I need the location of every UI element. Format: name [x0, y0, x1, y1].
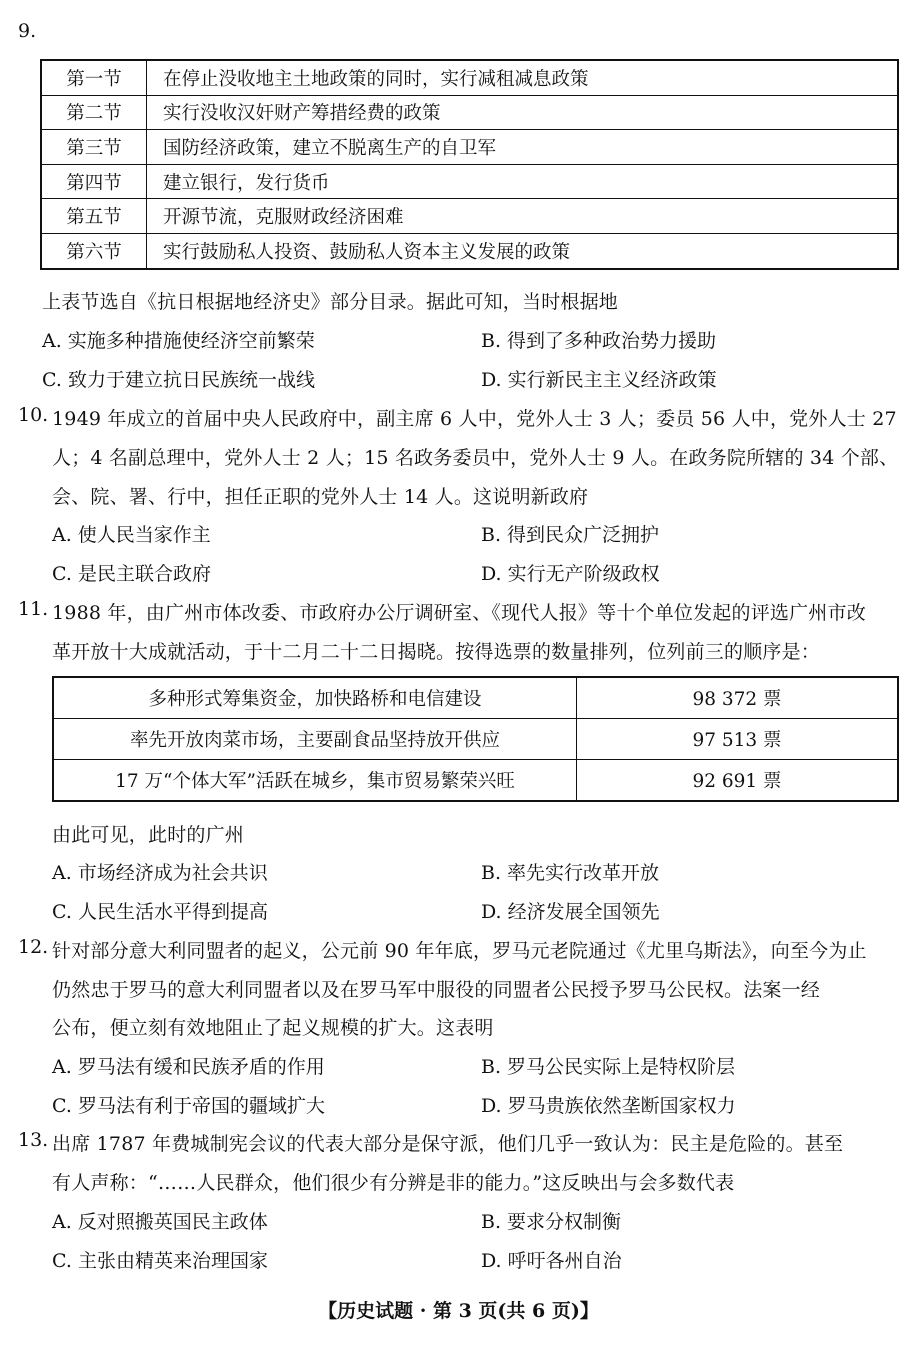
table-row	[41, 233, 898, 268]
table-row	[53, 719, 898, 760]
question-12-line-3: 公布，便立刻有效地阻止了起义规模的扩大。这表明	[52, 1017, 494, 1039]
table-row	[41, 95, 898, 130]
question-11-line-1: 1988 年，由广州市体改委、市政府办公厅调研室、《现代人报》等十个单位发起的评选广州市改	[52, 602, 866, 624]
question-9-stem: 上表节选自《抗日根据地经济史》部分目录。据此可知，当时根据地	[42, 291, 619, 313]
question-11-option-d[interactable]: D. 经济发展全国领先	[481, 901, 660, 923]
table-row	[41, 199, 898, 234]
content-cell: 建立银行，发行货币	[147, 164, 899, 199]
section-cell: 第二节	[41, 95, 147, 130]
table-row	[41, 164, 898, 199]
question-10-option-a[interactable]: A. 使人民当家作主	[52, 524, 211, 546]
question-9-option-d[interactable]: D. 实行新民主主义经济政策	[481, 369, 717, 391]
question-12-option-b[interactable]: B. 罗马公民实际上是特权阶层	[481, 1056, 736, 1078]
table-q11-votes	[52, 676, 899, 802]
question-9-option-c[interactable]: C. 致力于建立抗日民族统一战线	[42, 369, 315, 391]
content-cell: 开源节流，克服财政经济困难	[147, 199, 899, 234]
votes-cell: 97 513 票	[577, 719, 899, 760]
question-11-option-a[interactable]: A. 市场经济成为社会共识	[52, 862, 268, 884]
content-cell: 实行鼓励私人投资、鼓励私人资本主义发展的政策	[147, 233, 899, 268]
question-10-option-b[interactable]: B. 得到民众广泛拥护	[481, 524, 660, 546]
question-12-line-1: 针对部分意大利同盟者的起义，公元前 90 年年底，罗马元老院通过《尤里乌斯法》，向至今为止	[52, 940, 867, 962]
question-10-line-2: 人；4 名副总理中，党外人士 2 人；15 名政务委员中，党外人士 9 人。在政务院所辖的 34 个部、	[52, 447, 899, 469]
section-cell: 第一节	[41, 60, 147, 95]
question-13-line-1: 出席 1787 年费城制宪会议的代表大部分是保守派，他们几乎一致认为：民主是危险的。甚至	[52, 1133, 844, 1155]
question-12-option-d[interactable]: D. 罗马贵族依然垄断国家权力	[481, 1095, 736, 1117]
question-11-number: 11.	[18, 598, 49, 620]
question-12-number: 12.	[18, 936, 49, 958]
question-11-stem: 由此可见，此时的广州	[52, 824, 245, 846]
question-13-option-b[interactable]: B. 要求分权制衡	[481, 1211, 622, 1233]
question-9-option-a[interactable]: A. 实施多种措施使经济空前繁荣	[42, 330, 315, 352]
section-cell: 第四节	[41, 164, 147, 199]
table-row	[53, 760, 898, 802]
achievement-cell: 多种形式筹集资金，加快路桥和电信建设	[53, 677, 577, 719]
question-9-number: 9.	[18, 20, 37, 42]
question-13-number: 13.	[18, 1129, 49, 1151]
table-q9-contents	[40, 59, 899, 270]
question-11-line-2: 革开放十大成就活动，于十二月二十二日揭晓。按得选票的数量排列，位列前三的顺序是：	[52, 641, 821, 663]
question-10-line-1: 1949 年成立的首届中央人民政府中，副主席 6 人中，党外人士 3 人；委员 56 人中，党外人士 27	[52, 408, 897, 430]
votes-cell: 98 372 票	[577, 677, 899, 719]
section-cell: 第三节	[41, 130, 147, 165]
question-9-option-b[interactable]: B. 得到了多种政治势力援助	[481, 330, 717, 352]
section-cell: 第六节	[41, 233, 147, 268]
section-cell: 第五节	[41, 199, 147, 234]
question-13-option-d[interactable]: D. 呼吁各州自治	[481, 1250, 622, 1272]
votes-cell: 92 691 票	[577, 760, 899, 802]
question-10-line-3: 会、院、署、行中，担任正职的党外人士 14 人。这说明新政府	[52, 486, 589, 508]
question-13-line-2: 有人声称：“……人民群众，他们很少有分辨是非的能力。”这反映出与会多数代表	[52, 1172, 735, 1194]
question-12-option-c[interactable]: C. 罗马法有利于帝国的疆域扩大	[52, 1095, 325, 1117]
question-13-option-c[interactable]: C. 主张由精英来治理国家	[52, 1250, 268, 1272]
question-11-option-b[interactable]: B. 率先实行改革开放	[481, 862, 660, 884]
achievement-cell: 率先开放肉菜市场，主要副食品坚持放开供应	[53, 719, 577, 760]
content-cell: 国防经济政策，建立不脱离生产的自卫军	[147, 130, 899, 165]
content-cell: 实行没收汉奸财产筹措经费的政策	[147, 95, 899, 130]
question-12-line-2: 仍然忠于罗马的意大利同盟者以及在罗马军中服役的同盟者公民授予罗马公民权。法案一经	[52, 979, 821, 1001]
content-cell: 在停止没收地主土地政策的同时，实行减租减息政策	[147, 60, 899, 95]
question-11-option-c[interactable]: C. 人民生活水平得到提高	[52, 901, 268, 923]
question-13-option-a[interactable]: A. 反对照搬英国民主政体	[52, 1211, 268, 1233]
table-row	[41, 130, 898, 165]
question-10-option-c[interactable]: C. 是民主联合政府	[52, 563, 211, 585]
table-row	[41, 60, 898, 95]
table-row	[53, 677, 898, 719]
question-10-option-d[interactable]: D. 实行无产阶级政权	[481, 563, 660, 585]
achievement-cell: 17 万“个体大军”活跃在城乡，集市贸易繁荣兴旺	[53, 760, 577, 802]
question-12-option-a[interactable]: A. 罗马法有缓和民族矛盾的作用	[52, 1056, 325, 1078]
question-10-number: 10.	[18, 404, 49, 426]
page-footer: 【历史试题 · 第 3 页(共 6 页)】	[318, 1300, 599, 1322]
